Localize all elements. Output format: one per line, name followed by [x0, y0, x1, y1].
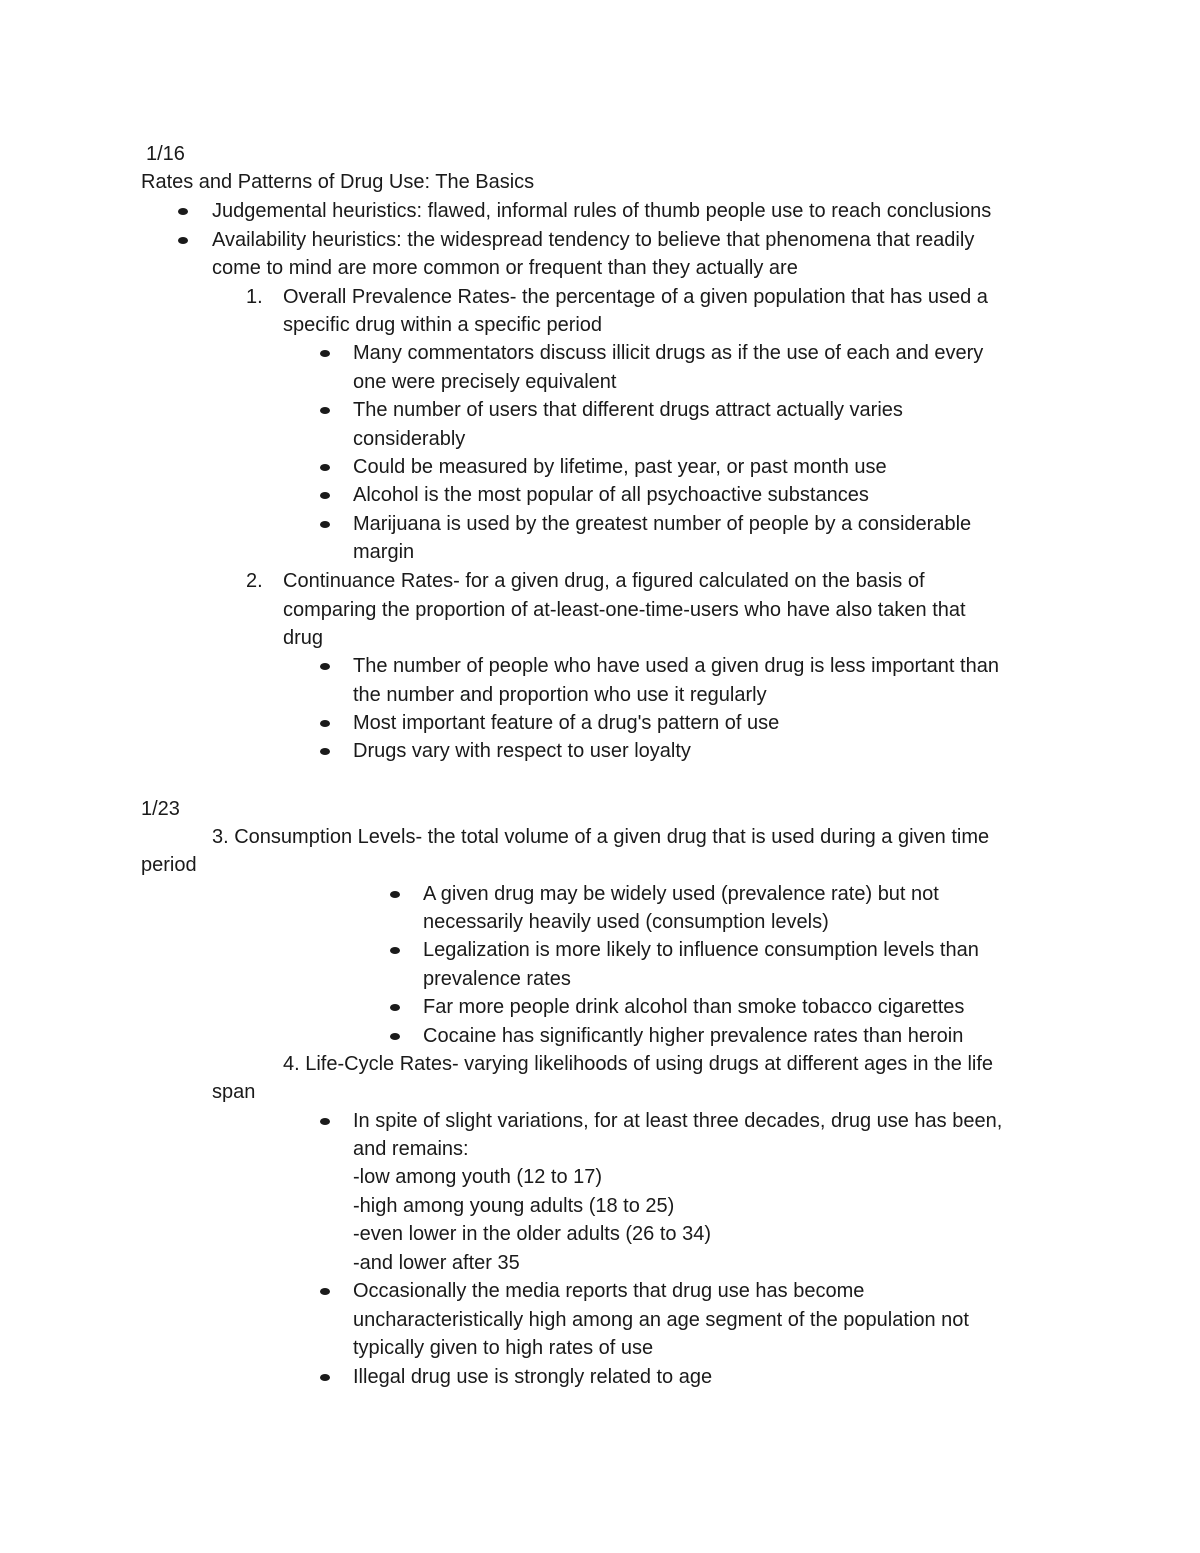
- list-item: In spite of slight variations, for at least three decades, drug use has been,: [353, 1110, 1003, 1132]
- numbered-item: 4. Life-Cycle Rates- varying likelihoods of using drugs at different ages in the life: [283, 1053, 994, 1075]
- list-number: 2.: [246, 570, 263, 592]
- list-item: A given drug may be widely used (prevalence rate) but not: [423, 883, 939, 905]
- list-item: Occasionally the media reports that drug use has become: [353, 1280, 865, 1302]
- numbered-item: period: [141, 854, 197, 876]
- list-item: Cocaine has significantly higher prevalence rates than heroin: [423, 1025, 964, 1047]
- bullet-icon: [390, 947, 400, 954]
- list-item: Legalization is more likely to influence consumption levels than: [423, 939, 979, 961]
- list-number: 1.: [246, 286, 263, 308]
- list-item: -low among youth (12 to 17): [353, 1166, 603, 1188]
- numbered-item: drug: [283, 627, 324, 649]
- list-item: Alcohol is the most popular of all psychoactive substances: [353, 484, 869, 506]
- list-item: Marijuana is used by the greatest number of people by a considerable: [353, 513, 972, 535]
- bullet-icon: [390, 1004, 400, 1011]
- list-item: necessarily heavily used (consumption levels): [423, 911, 829, 933]
- bullet-icon: [320, 1118, 330, 1125]
- list-item: -high among young adults (18 to 25): [353, 1195, 675, 1217]
- numbered-item: Continuance Rates- for a given drug, a figured calculated on the basis of: [283, 570, 925, 592]
- list-item: considerably: [353, 428, 466, 450]
- list-item: Many commentators discuss illicit drugs as if the use of each and every: [353, 342, 984, 364]
- list-item: The number of users that different drugs attract actually varies: [353, 399, 903, 421]
- list-item: Illegal drug use is strongly related to age: [353, 1366, 713, 1388]
- list-item: -even lower in the older adults (26 to 34): [353, 1223, 711, 1245]
- numbered-item: comparing the proportion of at-least-one-time-users who have also taken that: [283, 599, 966, 621]
- list-item: Drugs vary with respect to user loyalty: [353, 740, 691, 762]
- list-item: Most important feature of a drug's pattern of use: [353, 712, 780, 734]
- bullet-icon: [320, 407, 330, 414]
- list-item: margin: [353, 541, 415, 563]
- bullet-icon: [178, 237, 188, 244]
- list-item: Could be measured by lifetime, past year, or past month use: [353, 456, 887, 478]
- list-item: typically given to high rates of use: [353, 1337, 654, 1359]
- list-item: -and lower after 35: [353, 1252, 520, 1274]
- bullet-icon: [320, 720, 330, 727]
- bullet-icon: [320, 748, 330, 755]
- list-item: Judgemental heuristics: flawed, informal rules of thumb people use to reach conclusions: [212, 200, 992, 222]
- bullet-icon: [320, 492, 330, 499]
- list-item: the number and proportion who use it regularly: [353, 684, 767, 706]
- list-item: and remains:: [353, 1138, 469, 1160]
- bullet-icon: [320, 1374, 330, 1381]
- numbered-item: 3. Consumption Levels- the total volume of a given drug that is used during a given time: [212, 826, 990, 848]
- numbered-item: specific drug within a specific period: [283, 314, 603, 336]
- section-title: Rates and Patterns of Drug Use: The Basics: [141, 171, 535, 193]
- list-item: come to mind are more common or frequent than they actually are: [212, 257, 798, 279]
- list-item: Availability heuristics: the widespread tendency to believe that phenomena that readily: [212, 229, 975, 251]
- bullet-icon: [320, 663, 330, 670]
- bullet-icon: [320, 350, 330, 357]
- list-item: one were precisely equivalent: [353, 371, 617, 393]
- list-item: prevalence rates: [423, 968, 571, 990]
- section-date: 1/23: [141, 798, 180, 820]
- list-item: Far more people drink alcohol than smoke tobacco cigarettes: [423, 996, 965, 1018]
- numbered-item: Overall Prevalence Rates- the percentage of a given population that has used a: [283, 286, 988, 308]
- section-date: 1/16: [146, 143, 185, 165]
- bullet-icon: [320, 1288, 330, 1295]
- bullet-icon: [390, 891, 400, 898]
- list-item: The number of people who have used a given drug is less important than: [353, 655, 999, 677]
- list-item: uncharacteristically high among an age segment of the population not: [353, 1309, 969, 1331]
- bullet-icon: [320, 521, 330, 528]
- bullet-icon: [320, 464, 330, 471]
- bullet-icon: [390, 1033, 400, 1040]
- bullet-icon: [178, 208, 188, 215]
- numbered-item: span: [212, 1081, 256, 1103]
